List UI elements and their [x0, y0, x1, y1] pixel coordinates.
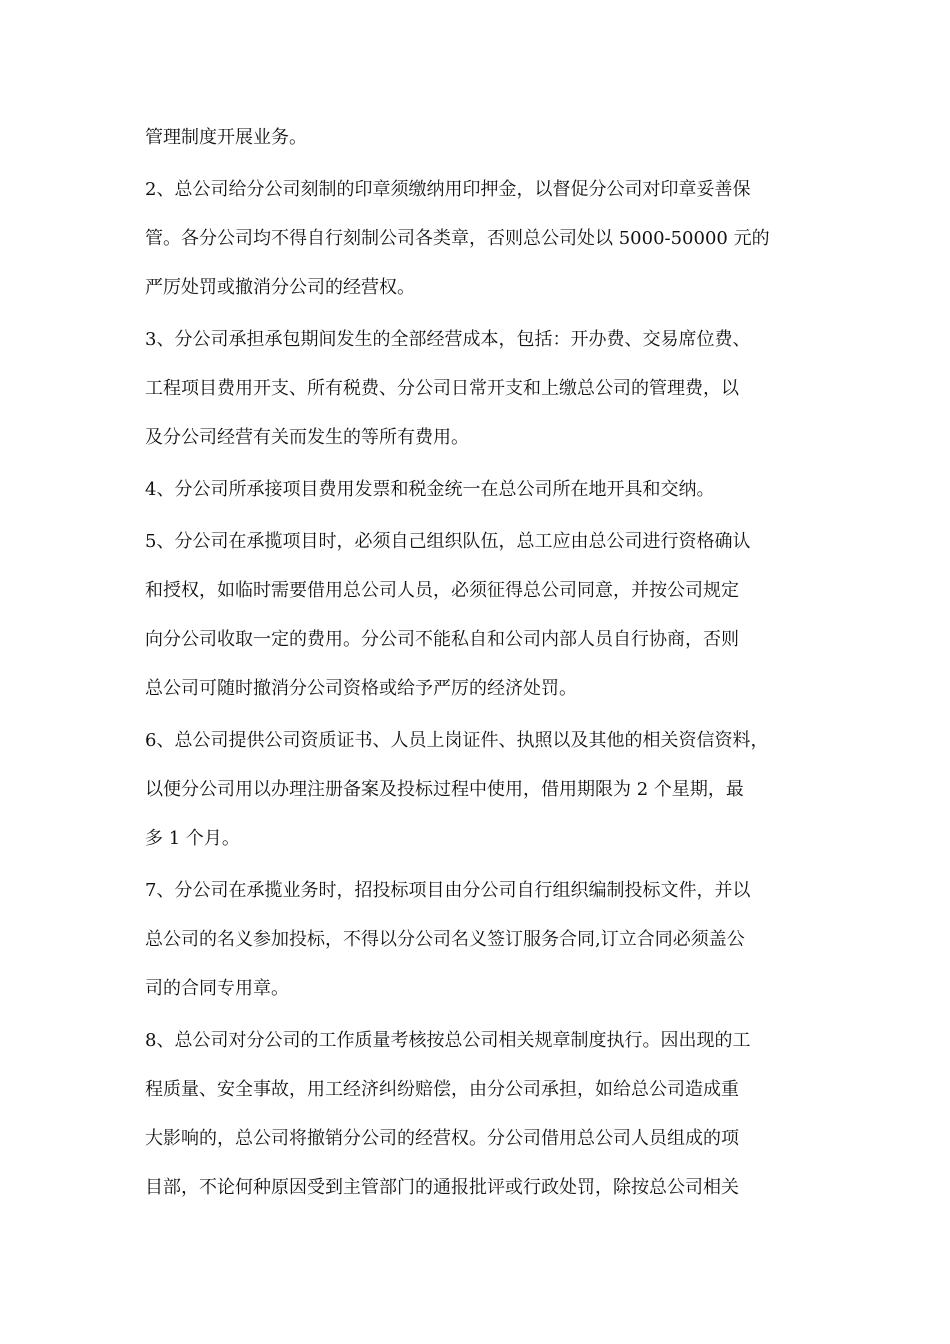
paragraph-3: [145, 315, 810, 462]
text-line: 6、总公司提供公司资质证书、人员上岗证件、执照以及其他的相关资信资料，: [145, 730, 769, 751]
text-line: 和授权，如临时需要借用总公司人员，必须征得总公司同意，并按公司规定: [145, 580, 739, 601]
text-line: 及分公司经营有关而发生的等所有费用。: [145, 427, 469, 448]
text-line: 以便分公司用以办理注册备案及投标过程中使用，借用期限为 2 个星期，最: [145, 779, 744, 800]
text-line: 多 1 个月。: [145, 828, 240, 849]
paragraph-7: [145, 866, 810, 1013]
paragraph-8: [145, 1016, 810, 1212]
text-line: 7、分公司在承揽业务时，招投标项目由分公司自行组织编制投标文件，并以: [145, 880, 751, 901]
text-line: 管理制度开展业务。: [145, 127, 307, 148]
text-line: 严厉处罚或撤消分公司的经营权。: [145, 277, 415, 298]
text-line: 向分公司收取一定的费用。分公司不能私自和公司内部人员自行协商，否则: [145, 629, 739, 650]
text-line: 3、分公司承担承包期间发生的全部经营成本，包括：开办费、交易席位费、: [145, 329, 751, 350]
text-line: 大影响的，总公司将撤销分公司的经营权。分公司借用总公司人员组成的项: [145, 1128, 739, 1149]
paragraph-6: [145, 716, 810, 863]
text-line: 2、总公司给分公司刻制的印章须缴纳用印押金，以督促分公司对印章妥善保: [145, 179, 751, 200]
text-line: 工程项目费用开支、所有税费、分公司日常开支和上缴总公司的管理费，以: [145, 378, 739, 399]
text-line: 总公司可随时撤消分公司资格或给予严厉的经济处罚。: [145, 678, 577, 699]
document-body: [145, 113, 810, 1212]
text-line: 管。各分公司均不得自行刻制公司各类章，否则总公司处以 5000-50000 元的: [145, 228, 770, 249]
text-line: 8、总公司对分公司的工作质量考核按总公司相关规章制度执行。因出现的工: [145, 1030, 751, 1051]
paragraph-5: [145, 517, 810, 713]
text-line: 程质量、安全事故，用工经济纠纷赔偿，由分公司承担，如给总公司造成重: [145, 1079, 739, 1100]
paragraph-continuation: [145, 113, 810, 162]
text-line: 总公司的名义参加投标，不得以分公司名义签订服务合同,订立合同必须盖公: [145, 929, 745, 950]
paragraph-2: [145, 165, 810, 312]
text-line: 目部，不论何种原因受到主管部门的通报批评或行政处罚，除按总公司相关: [145, 1177, 739, 1198]
paragraph-4: [145, 465, 810, 514]
text-line: 司的合同专用章。: [145, 978, 289, 999]
text-line: 5、分公司在承揽项目时，必须自己组织队伍，总工应由总公司进行资格确认: [145, 531, 751, 552]
text-line: 4、分公司所承接项目费用发票和税金统一在总公司所在地开具和交纳。: [145, 479, 715, 500]
